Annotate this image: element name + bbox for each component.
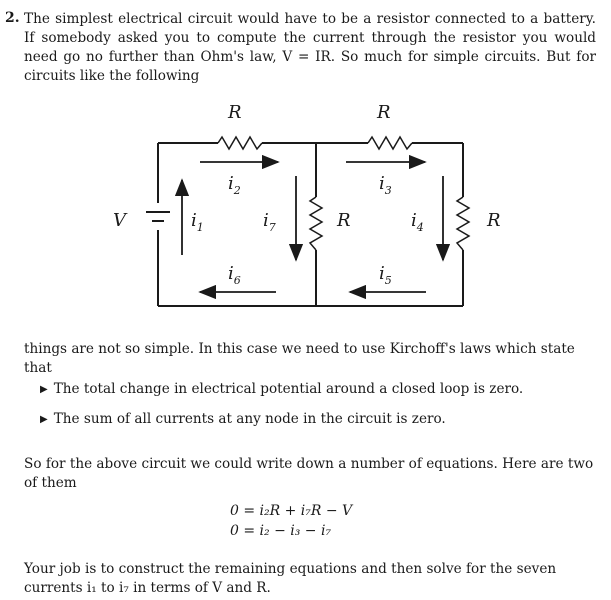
intro-paragraph: The simplest electrical circuit would have to be a resistor connected to a battery. If somebody asked you to compute the current through the resistor you would need go no further than Ohm's law, V = IR. So much for simple circuits. But for circuits like the following	[24, 11, 596, 84]
bullet-item-2	[40, 410, 446, 430]
label-r-right: R	[487, 210, 501, 231]
bullet-text-1: The total change in electrical potential around a closed loop is zero.	[53, 381, 524, 397]
label-i3: $i_3$	[379, 173, 392, 197]
bullet-item-1	[40, 380, 523, 400]
label-r-mid: R	[337, 210, 351, 231]
bullet-text-2: The sum of all currents at any node in the circuit is zero.	[53, 411, 446, 427]
resistor-top-left	[218, 137, 262, 149]
circuit-diagram	[0, 80, 611, 330]
label-r-top-right: R	[377, 102, 391, 123]
final-paragraph: Your job is to construct the remaining equations and then solve for the seven currents i₁ to i₇ in terms of V and R.	[24, 561, 557, 596]
equation-1: 0 = i₂R + i₇R − V	[230, 503, 353, 519]
equation-2: 0 = i₂ − i₃ − i₇	[230, 523, 332, 539]
label-r-top-left: R	[228, 102, 242, 123]
label-i2: $i_2$	[228, 173, 241, 197]
label-i1: $i_1$	[191, 210, 204, 234]
label-i6: $i_6$	[228, 263, 241, 287]
problem-number: 2.	[5, 10, 20, 26]
bullet-triangle-icon: ▶	[40, 384, 48, 395]
equations-intro-paragraph: So for the above circuit we could write down a number of equations. Here are two of them	[24, 456, 594, 491]
resistor-top-right	[368, 137, 412, 149]
label-i7: $i_7$	[263, 210, 276, 234]
label-battery-v: V	[113, 210, 126, 231]
after-circuit-paragraph: things are not so simple. In this case we need to use Kirchoff's laws which state that	[24, 341, 575, 376]
bullet-triangle-icon: ▶	[40, 414, 48, 425]
label-i4: $i_4$	[411, 210, 424, 234]
label-i5: $i_5$	[379, 263, 392, 287]
resistor-mid	[310, 197, 322, 250]
resistor-right	[457, 197, 469, 250]
